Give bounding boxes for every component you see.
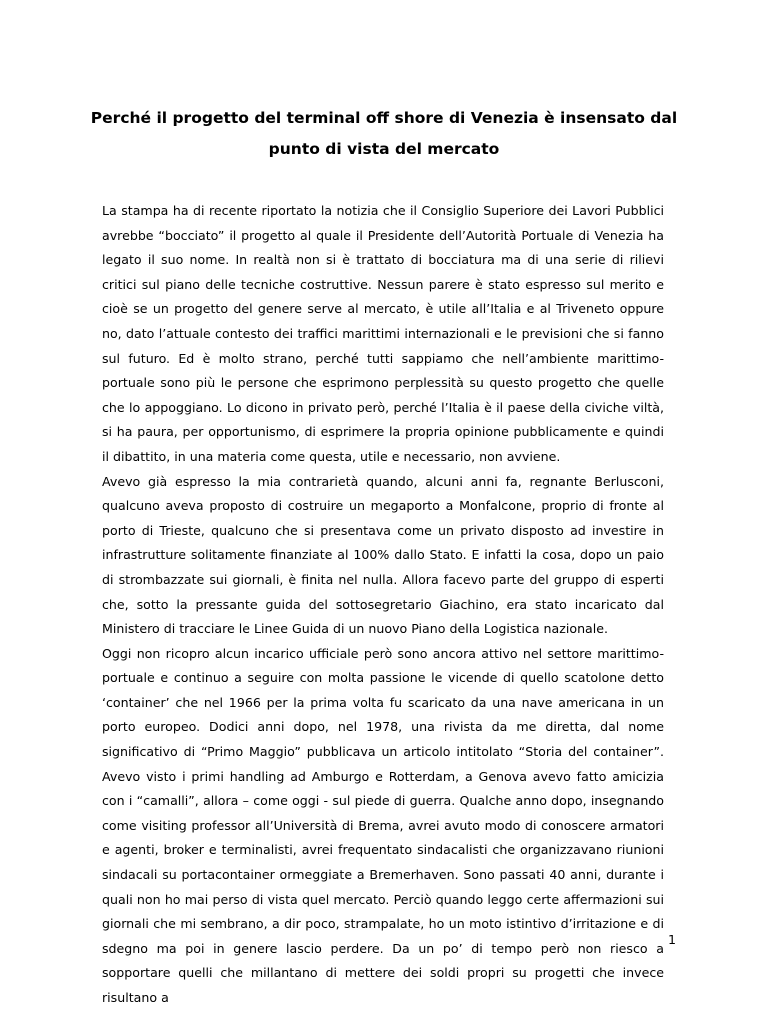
paragraph: La stampa ha di recente riportato la notizia che il Consiglio Superiore dei Lavori Pubblici avrebbe “bocciato” il progetto al quale il Presidente dell’Autorità Portuale di Venezia ha legato il suo nome. In realtà non si è trattato di bocciatura ma di una serie di rilievi critici sul piano delle tecniche costruttive. Nessun parere è stato espresso sul merito e cioè se un progetto del genere serve al mercato, è utile all’Italia e al Triveneto oppure no, dato l’attuale contesto dei traffici marittimi internazionali e le previsioni che si fanno sul futuro. Ed è molto strano, perché tutti sappiamo che nell’ambiente marittimo-portuale sono più le persone che esprimono perplessità su questo progetto che quelle che lo appoggiano. Lo dicono in privato però, perché l’Italia è il paese della civiche viltà, si ha paura, per opportunismo, di esprimere la propria opinione pubblicamente e quindi il dibattito, in una materia come questa, utile e necessario, non avviene. (102, 203, 664, 464)
paragraph: Oggi non ricopro alcun incarico ufficiale però sono ancora attivo nel settore marittimo-portuale e continuo a seguire con molta passione le vicende di quello scatolone detto ‘container’ che nel 1966 per la prima volta fu scaricato da una nave americana in un porto europeo. Dodici anni dopo, nel 1978, una rivista da me diretta, dal nome significativo di “Primo Maggio” pubblicava un articolo intitolato “Storia del container”. Avevo visto i primi handling ad Amburgo e Rotterdam, a Genova avevo fatto amicizia con i “camalli”, allora – come oggi - sul piede di guerra. Qualche anno dopo, insegnando come visiting professor all’Università di Brema, avrei avuto modo di conoscere armatori e agenti, broker e terminalisti, avrei frequentato sindacalisti che organizzavano riunioni sindacali su portacontainer ormeggiate a Bremerhaven. Sono passati 40 anni, durante i quali non ho mai perso di vista quel mercato. Perciò quando leggo certe affermazioni sui giornali che mi sembrano, a dir poco, strampalate, ho un moto istintivo d’irritazione e di sdegno ma poi in genere lascio perdere. Da un po’ di tempo però non riesco a sopportare quelli che millantano di mettere dei soldi propri su progetti che invece risultano a (102, 645, 664, 1005)
page-number: 1 (667, 932, 676, 947)
document-title: Perché il progetto del terminal off shore di Venezia è insensato dal punto di vista del mercato (90, 109, 678, 158)
paragraph: Avevo già espresso la mia contrarietà quando, alcuni anni fa, regnante Berlusconi, qualcuno aveva proposto di costruire un megaporto a Monfalcone, proprio di fronte al porto di Trieste, qualcuno che si presentava come un privato disposto ad investire in infrastrutture solitamente finanziate al 100% dallo Stato. E infatti la cosa, dopo un paio di strombazzate sui giornali, è finita nel nulla. Allora facevo parte del gruppo di esperti che, sotto la pressante guida del sottosegretario Giachino, era stato incaricato dal Ministero di tracciare le Linee Guida di un nuovo Piano della Logistica nazionale. (102, 473, 664, 637)
document-body (102, 199, 664, 1011)
